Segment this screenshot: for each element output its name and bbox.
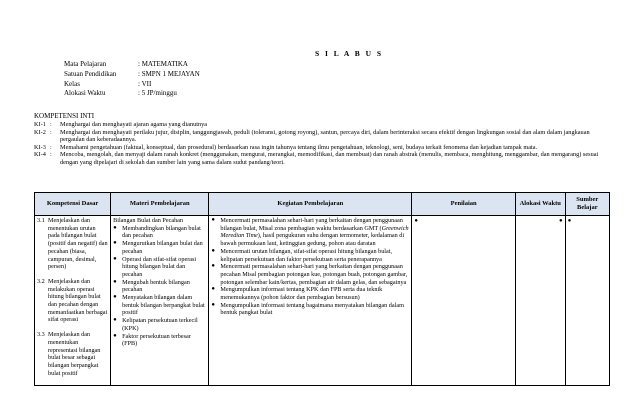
ki-item xyxy=(34,144,606,152)
kegiatan-text: Mencermati permasalahan sehari-hari yang berkaitan dengan penggunaan bilangan bulat, Misal zona pembagian waktu berdasarkan GMT ( xyxy=(220,217,403,232)
meta-row xyxy=(64,60,200,70)
meta-label: Alokasi Waktu xyxy=(64,89,106,98)
kd-number: 3.3 xyxy=(37,331,45,339)
list-item xyxy=(113,279,206,294)
bullet-icon: ● xyxy=(211,217,216,223)
list-item xyxy=(113,225,206,240)
list-item xyxy=(113,333,206,348)
list-item-text: Mengurutkan bilangan bulat dan pecahan xyxy=(122,240,203,255)
bullet-icon: ● xyxy=(113,255,117,262)
meta-row xyxy=(64,70,200,80)
table-row xyxy=(35,216,610,386)
ki-colon: : xyxy=(50,143,52,151)
meta-label: Mata Pelajaran xyxy=(64,60,107,68)
kd-number: 3.2 xyxy=(37,277,45,285)
bullet-icon: ● xyxy=(113,332,117,339)
bullet-icon: ● xyxy=(567,218,572,224)
ki-text: Menghargai dan menghayati ajaran agama yang dianutnya xyxy=(60,121,208,128)
meta-block xyxy=(64,60,200,99)
kegiatan-text-tail: ), hasil pengukuran suhu dengan termometer, kedalaman di bawah permukaan laut, ketinggian gedung, pohon atau daratan xyxy=(220,232,405,248)
ki-text: Memahami pengetahuan (faktual, konseptual, dan prosedural) berdasarkan rasa ingin tahunya tentang ilmu pengetahuan, teknologi, seni, budaya terkait fenomena dan kejadian tampak mata. xyxy=(60,143,538,151)
kd-item xyxy=(37,217,108,271)
table-header-row xyxy=(35,193,610,216)
cell-penilaian xyxy=(412,216,516,386)
bullet-icon: ● xyxy=(113,294,117,301)
bullet-icon: ● xyxy=(414,218,418,224)
cell-sumber xyxy=(565,216,609,386)
meta-value: : VII xyxy=(138,79,152,88)
ki-code: KI-2 xyxy=(34,128,46,136)
syllabus-table xyxy=(34,192,610,386)
list-item xyxy=(113,294,206,317)
ki-colon: : xyxy=(50,121,52,128)
kd-item xyxy=(37,331,108,377)
bullet-icon: ● xyxy=(211,301,216,308)
header-alokasi: Alokasi Waktu xyxy=(515,193,565,216)
bullet-icon: ● xyxy=(113,317,117,324)
bullet-icon: ● xyxy=(211,286,216,293)
list-item-text: Mengubah bentuk bilangan pecahan xyxy=(122,278,190,294)
list-item-text xyxy=(220,263,409,286)
header-materi: Materi Pembelajaran xyxy=(111,193,209,216)
kegiatan-text: Mengumpulkan informasi tentang KPK dan FPB serta dua teknik menemukannya (pohon faktor dan pembagian bersusun) xyxy=(220,286,383,302)
cell-kegiatan xyxy=(209,216,412,386)
list-item xyxy=(113,256,206,279)
ki-item xyxy=(34,121,606,129)
kd-text: Menjelaskan dan menentukan representasi bilangan bulat besar sebagai bilangan berpangkat bulat positif xyxy=(48,331,101,377)
kd-item xyxy=(37,278,108,324)
kegiatan-text: Mengumpulkan informasi tentang bagaimana menyatakan bilangan dalam bentuk pangkat bulat xyxy=(220,301,404,317)
ki-item xyxy=(34,151,606,166)
list-item xyxy=(211,217,409,248)
ki-colon: : xyxy=(50,128,52,136)
materi-list xyxy=(113,225,206,348)
list-item-text: Menyatakan bilangan dalam bentuk bilangan berpangkat bulat positif xyxy=(122,294,205,317)
ki-list xyxy=(34,121,606,167)
list-item-text: Membandingkan bilangan bulat dan pecahan xyxy=(122,224,201,240)
list-item-text: Operasi dan sifat-sifat operasi hitung bilangan bulat dan pecahan xyxy=(122,255,197,278)
ki-code: KI-3 xyxy=(34,143,46,151)
cell-kd xyxy=(35,216,111,386)
list-item xyxy=(211,248,409,263)
list-item-text: Kelipatan persekutuan terkecil (KPK) xyxy=(122,317,198,332)
cell-alokasi xyxy=(515,216,565,386)
list-item xyxy=(211,286,409,301)
bullet-icon: ● xyxy=(113,278,117,285)
meta-value: : 5 JP/minggu xyxy=(138,89,177,98)
ki-text: Mencoba, mengolah, dan menyaji dalam ranah konkret (menggunakan, mengurai, merangkai, memodifikasi, dan membuat) dan ranah abstrak (menulis, membaca, menghitung, menggambar, dan mengarang) sesuai dengan yang dipelajari di sekolah dan sumber lain yang sama dalam sudut pandang/teori. xyxy=(60,151,599,166)
bullet-icon: ● xyxy=(558,218,563,224)
ki-code: KI-1 xyxy=(34,121,46,128)
list-item xyxy=(211,263,409,286)
meta-label: Satuan Pendidikan xyxy=(64,69,117,78)
meta-row xyxy=(64,80,200,90)
ki-heading: KOMPETENSI INTI xyxy=(34,112,95,120)
kegiatan-text: Mencermati urutan bilangan, sifat-sifat operasi hitung bilangan bulat, kelipatan persekutuan dan faktor persekutuan serta penerapannya xyxy=(220,247,393,263)
list-item xyxy=(211,302,409,317)
list-item-text xyxy=(220,248,409,263)
kegiatan-text: Mencermati permasalahan sehari-hari yang berkaitan dengan penggunaan pecahan Misal pembagian potongan kue, potongan buah, potongan gambar, potongan selembar kain/kertas, pembagian air dalam gelas, dan sebagainya xyxy=(220,263,408,286)
kegiatan-list xyxy=(211,217,409,317)
materi-title: Bilangan Bulat dan Pecahan xyxy=(113,217,184,224)
kegiatan-emphasis: Greenwich Meredian Time xyxy=(220,224,409,240)
list-item xyxy=(113,240,206,255)
header-kd: Kompetensi Dasar xyxy=(35,193,111,216)
meta-label: Kelas xyxy=(64,79,80,88)
cell-materi xyxy=(111,216,209,386)
list-item xyxy=(113,317,206,332)
kd-text: Menjelaskan dan melakukan operasi hitung bilangan bulat dan pecahan dengan memanfaatkan berbagai sifat operasi xyxy=(48,277,108,324)
kd-number: 3.1 xyxy=(37,217,45,224)
meta-value: : SMPN 1 MEJAYAN xyxy=(138,69,200,78)
header-penilaian: Penilaian xyxy=(412,193,516,216)
list-item-text xyxy=(220,286,409,301)
list-item-text xyxy=(220,302,409,317)
document-title: S I L A B U S xyxy=(314,49,384,58)
ki-text: Menghargai dan menghayati perilaku jujur, disiplin, tanggungjawab, peduli (toleransi, gotong royong), santun, percaya diri, dalam berinteraksi secara efektif dengan lingkungan sosial dan alam dalam jangkauan pergaulan dan keberadaannya. xyxy=(60,128,590,144)
header-sumber: Sumber Belajar xyxy=(565,193,609,216)
header-kegiatan: Kegiatan Pembelajaran xyxy=(209,193,412,216)
ki-code: KI-4 xyxy=(34,151,46,159)
meta-row xyxy=(64,89,200,99)
list-item-text: Faktor persekutuan terbesar (FPB) xyxy=(122,332,191,348)
ki-item xyxy=(34,129,606,144)
bullet-icon: ● xyxy=(113,224,117,231)
bullet-icon: ● xyxy=(211,247,216,254)
list-item-text xyxy=(220,217,409,248)
bullet-icon: ● xyxy=(113,240,117,247)
kd-text: Menjelaskan dan menentukan urutan pada bilangan bulat (positif dan negatif) dan pecahan (biasa, campuran, desimal, persen) xyxy=(48,217,108,271)
meta-value: : MATEMATIKA xyxy=(138,60,188,68)
bullet-icon: ● xyxy=(211,263,216,270)
ki-colon: : xyxy=(50,151,52,159)
